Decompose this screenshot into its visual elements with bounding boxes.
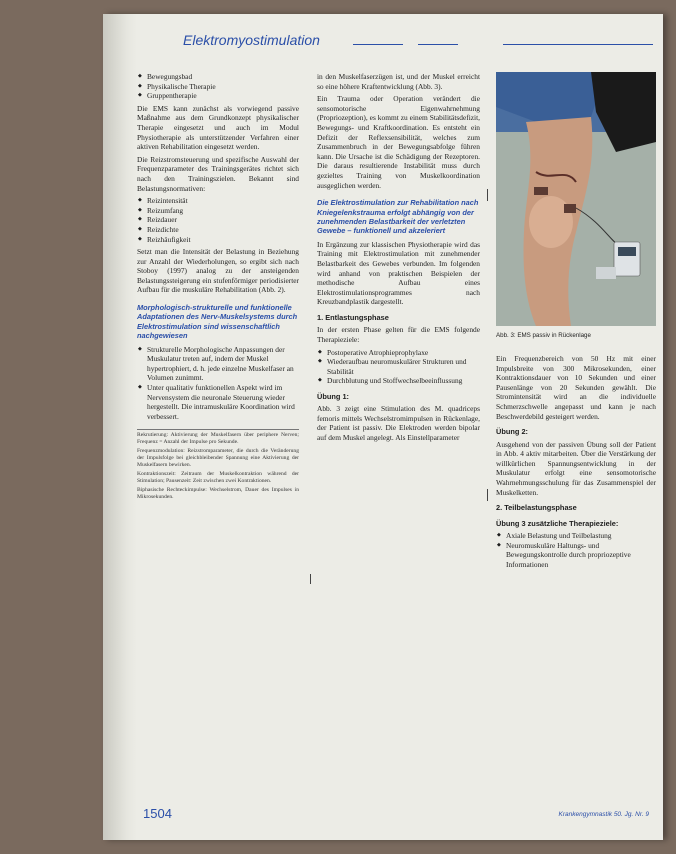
- text-column-1: [137, 72, 299, 503]
- list-item: ◆ Postoperative Atrophieprophylaxe: [327, 348, 480, 358]
- list-item: ◆ Physikalische Therapie: [147, 82, 299, 92]
- list-item: ◆ Strukturelle Morphologische Anpassungen der Muskulatur treten auf, indem der Muskel hypertrophiert, d. h. jede einzelne Muskelfaser an Volumen zunimmt.: [147, 345, 299, 383]
- text-column-3: [496, 354, 656, 572]
- paragraph: Ausgehend von der passiven Übung soll der Patient in Abb. 4 aktiv mitarbeiten. Über die Verstärkung der willkürlichen Spannungsentwicklung in der Muskulatur erfolgt eine sensomotorische Wahrnehmungsschulung für das Zusammenspiel der Muskelketten.: [496, 439, 656, 497]
- page-number: 1504: [143, 806, 172, 821]
- list-item: ◆ Bewegungsbad: [147, 72, 299, 82]
- footnote: Kontraktionszeit: Zeitraum der Muskelkontraktion während der Stimulation; Pausenzeit: Zeit zwischen zwei Kontraktionen.: [137, 471, 299, 485]
- list-item: ◆ Reizintensität: [147, 196, 299, 206]
- section-heading: 1. Entlastungsphase: [317, 312, 389, 322]
- footnote: Biphasische Rechteckimpulse: Wechselstrom, Dauer des Impulses in Mikrosekunden.: [137, 487, 299, 501]
- journal-footer: Krankengymnastik 50. Jg. Nr. 9: [558, 811, 649, 818]
- paragraph: Die Reizstromsteuerung und spezifische Auswahl der Frequenzparameter des Trainingsgerätes richtet sich nach den Trainingszielen. Bekannt sind Belastungsnormativen:: [137, 154, 299, 193]
- paragraph: In Ergänzung zur klassischen Physiotherapie wird das Training mit Elektrostimulation mit zunehmender Belastbarkeit des Gewebes verbunden. Im folgenden wird anhand von praktischen Beispielen der methodische Aufbau eines Elektrostimulationsprogrammes nach Kreuzbandplastik dargestellt.: [317, 239, 480, 307]
- paragraph: In der ersten Phase gelten für die EMS folgende Therapieziele:: [317, 325, 480, 344]
- adaptation-list: [137, 345, 299, 422]
- exercise-heading: Übung 2:: [496, 427, 529, 437]
- text-column-2: [317, 72, 480, 446]
- footnote: Frequenzmodulation: Reizstromparameter, die durch die Veränderung der Impulsfolge bei gleichbleibender Spannung eine Aktivierung der Muskelfasern bewirken.: [137, 448, 299, 469]
- list-item: ◆ Durchblutung und Stoffwechselbeeinflussung: [327, 376, 480, 386]
- running-header: Elektromyostimulation: [183, 32, 320, 48]
- header-rule: [503, 44, 653, 45]
- paragraph: Setzt man die Intensität der Belastung in Beziehung zur Anzahl der Wiederholungen, so ergibt sich nach Stoboy (1997) analog zu der ansteigenden Belastungssteigerung ein stufenförmiger periodisierter Aufbau für die muskuläre Rehabilitation (Abb. 2).: [137, 247, 299, 295]
- section-heading: Morphologisch-strukturelle und funktionelle Adaptationen des Nerv-Muskelsystems durch Elektrostimulation sind wissenschaftlich nachgewiesen: [137, 303, 298, 341]
- therapy-goals-list: [317, 348, 480, 386]
- section-heading: 2. Teilbelastungsphase: [496, 503, 577, 513]
- paragraph: Ein Frequenzbereich von 50 Hz mit einer Impulsbreite von 300 Mikrosekunden, einer Kontraktionsdauer von 10 Sekunden und einer Pausenlänge von 20 Sekunden gewählt. Die Stromintensität wird an die individuelle Schmerzschwelle angepasst und kann je nach Beschwerdebild gesteigert werden.: [496, 354, 656, 421]
- margin-mark: [487, 189, 488, 201]
- header-rule: [418, 44, 458, 45]
- exercise-heading: Übung 3 zusätzliche Therapieziele:: [496, 518, 619, 528]
- figure-caption: Abb. 3: EMS passiv in Rückenlage: [496, 332, 591, 339]
- margin-mark: [487, 489, 488, 501]
- header-rule: [353, 44, 403, 45]
- paragraph: Ein Trauma oder Operation verändert die sensomotorische Eigenwahrnehmung (Propriozeption), es kommt zu einem Stabilitätsdefizit, Bewegungs- und Kraftkoordination. Es entsteht ein Defizit der Reflexsensibilität, welches zum Zusammenbruch in der Bewegungsabfolge führen kann. Die Ursache ist die Schädigung der Rezeptoren. Die daraus resultierende Instabilität muss durch gezieltes Training von Muskelkoordination ausgeglichen werden.: [317, 94, 480, 190]
- list-item: ◆ Unter qualitativ funktionellen Aspekt wird im Nervensystem die neuronale Steuerung wieder hergestellt. Die intramuskuläre Koordination wird verbessert.: [147, 383, 299, 421]
- document-page: [103, 14, 663, 840]
- additional-goals-list: [496, 531, 656, 569]
- paragraph: Die EMS kann zunächst als vorwiegend passive Maßnahme aus dem Grundkonzept physikalischer Therapie eingesetzt und auch im Modul Physiotherapie als unterstützender Verfahren einer aktiven Rehabilitation eingesetzt werden.: [137, 103, 299, 152]
- page-spine-shadow: [103, 14, 137, 840]
- list-item: ◆ Reizdauer: [147, 215, 299, 225]
- knee-stimulation-photo: [496, 72, 656, 326]
- list-item: ◆ Reizumfang: [147, 206, 299, 216]
- exercise-heading: Übung 1:: [317, 391, 350, 401]
- paragraph: in den Muskelfaserzügen ist, und der Muskel erreicht so eine höhere Kraftentwicklung (Abb. 3).: [317, 72, 480, 91]
- margin-mark: [310, 574, 311, 584]
- footnotes: [137, 429, 299, 501]
- section-heading: Die Elektrostimulation zur Rehabilitation nach Kniegelenkstrauma erfolgt abhängig von der zunehmenden Belastbarkeit der verletzten Gewebe – funktionell und akzeleriert: [317, 198, 479, 236]
- list-item: ◆ Gruppentherapie: [147, 91, 299, 101]
- paragraph: Abb. 3 zeigt eine Stimulation des M. quadriceps femoris mittels Wechselstromimpulsen in Rückenlage, der Patient ist passiv. Die Elektroden werden bipolar auf dem Muskel angelegt. Als Einstellparameter: [317, 404, 480, 443]
- load-parameter-list: [137, 196, 299, 244]
- list-item: ◆ Axiale Belastung und Teilbelastung: [506, 531, 656, 541]
- footnote: Rekrutierung: Aktivierung der Muskelfasern über periphere Nerven; Frequenz = Anzahl der Impulse pro Sekunde.: [137, 432, 299, 446]
- list-item: ◆ Reizdichte: [147, 225, 299, 235]
- list-item: ◆ Wiederaufbau neuromuskulärer Strukturen und Stabilität: [327, 357, 480, 376]
- photo-illustration: [496, 72, 656, 326]
- list-item: ◆ Reizhäufigkeit: [147, 235, 299, 245]
- therapy-list: [137, 72, 299, 101]
- list-item: ◆ Neuromuskuläre Haltungs- und Bewegungskontrolle durch propriozeptive Informationen: [506, 541, 656, 570]
